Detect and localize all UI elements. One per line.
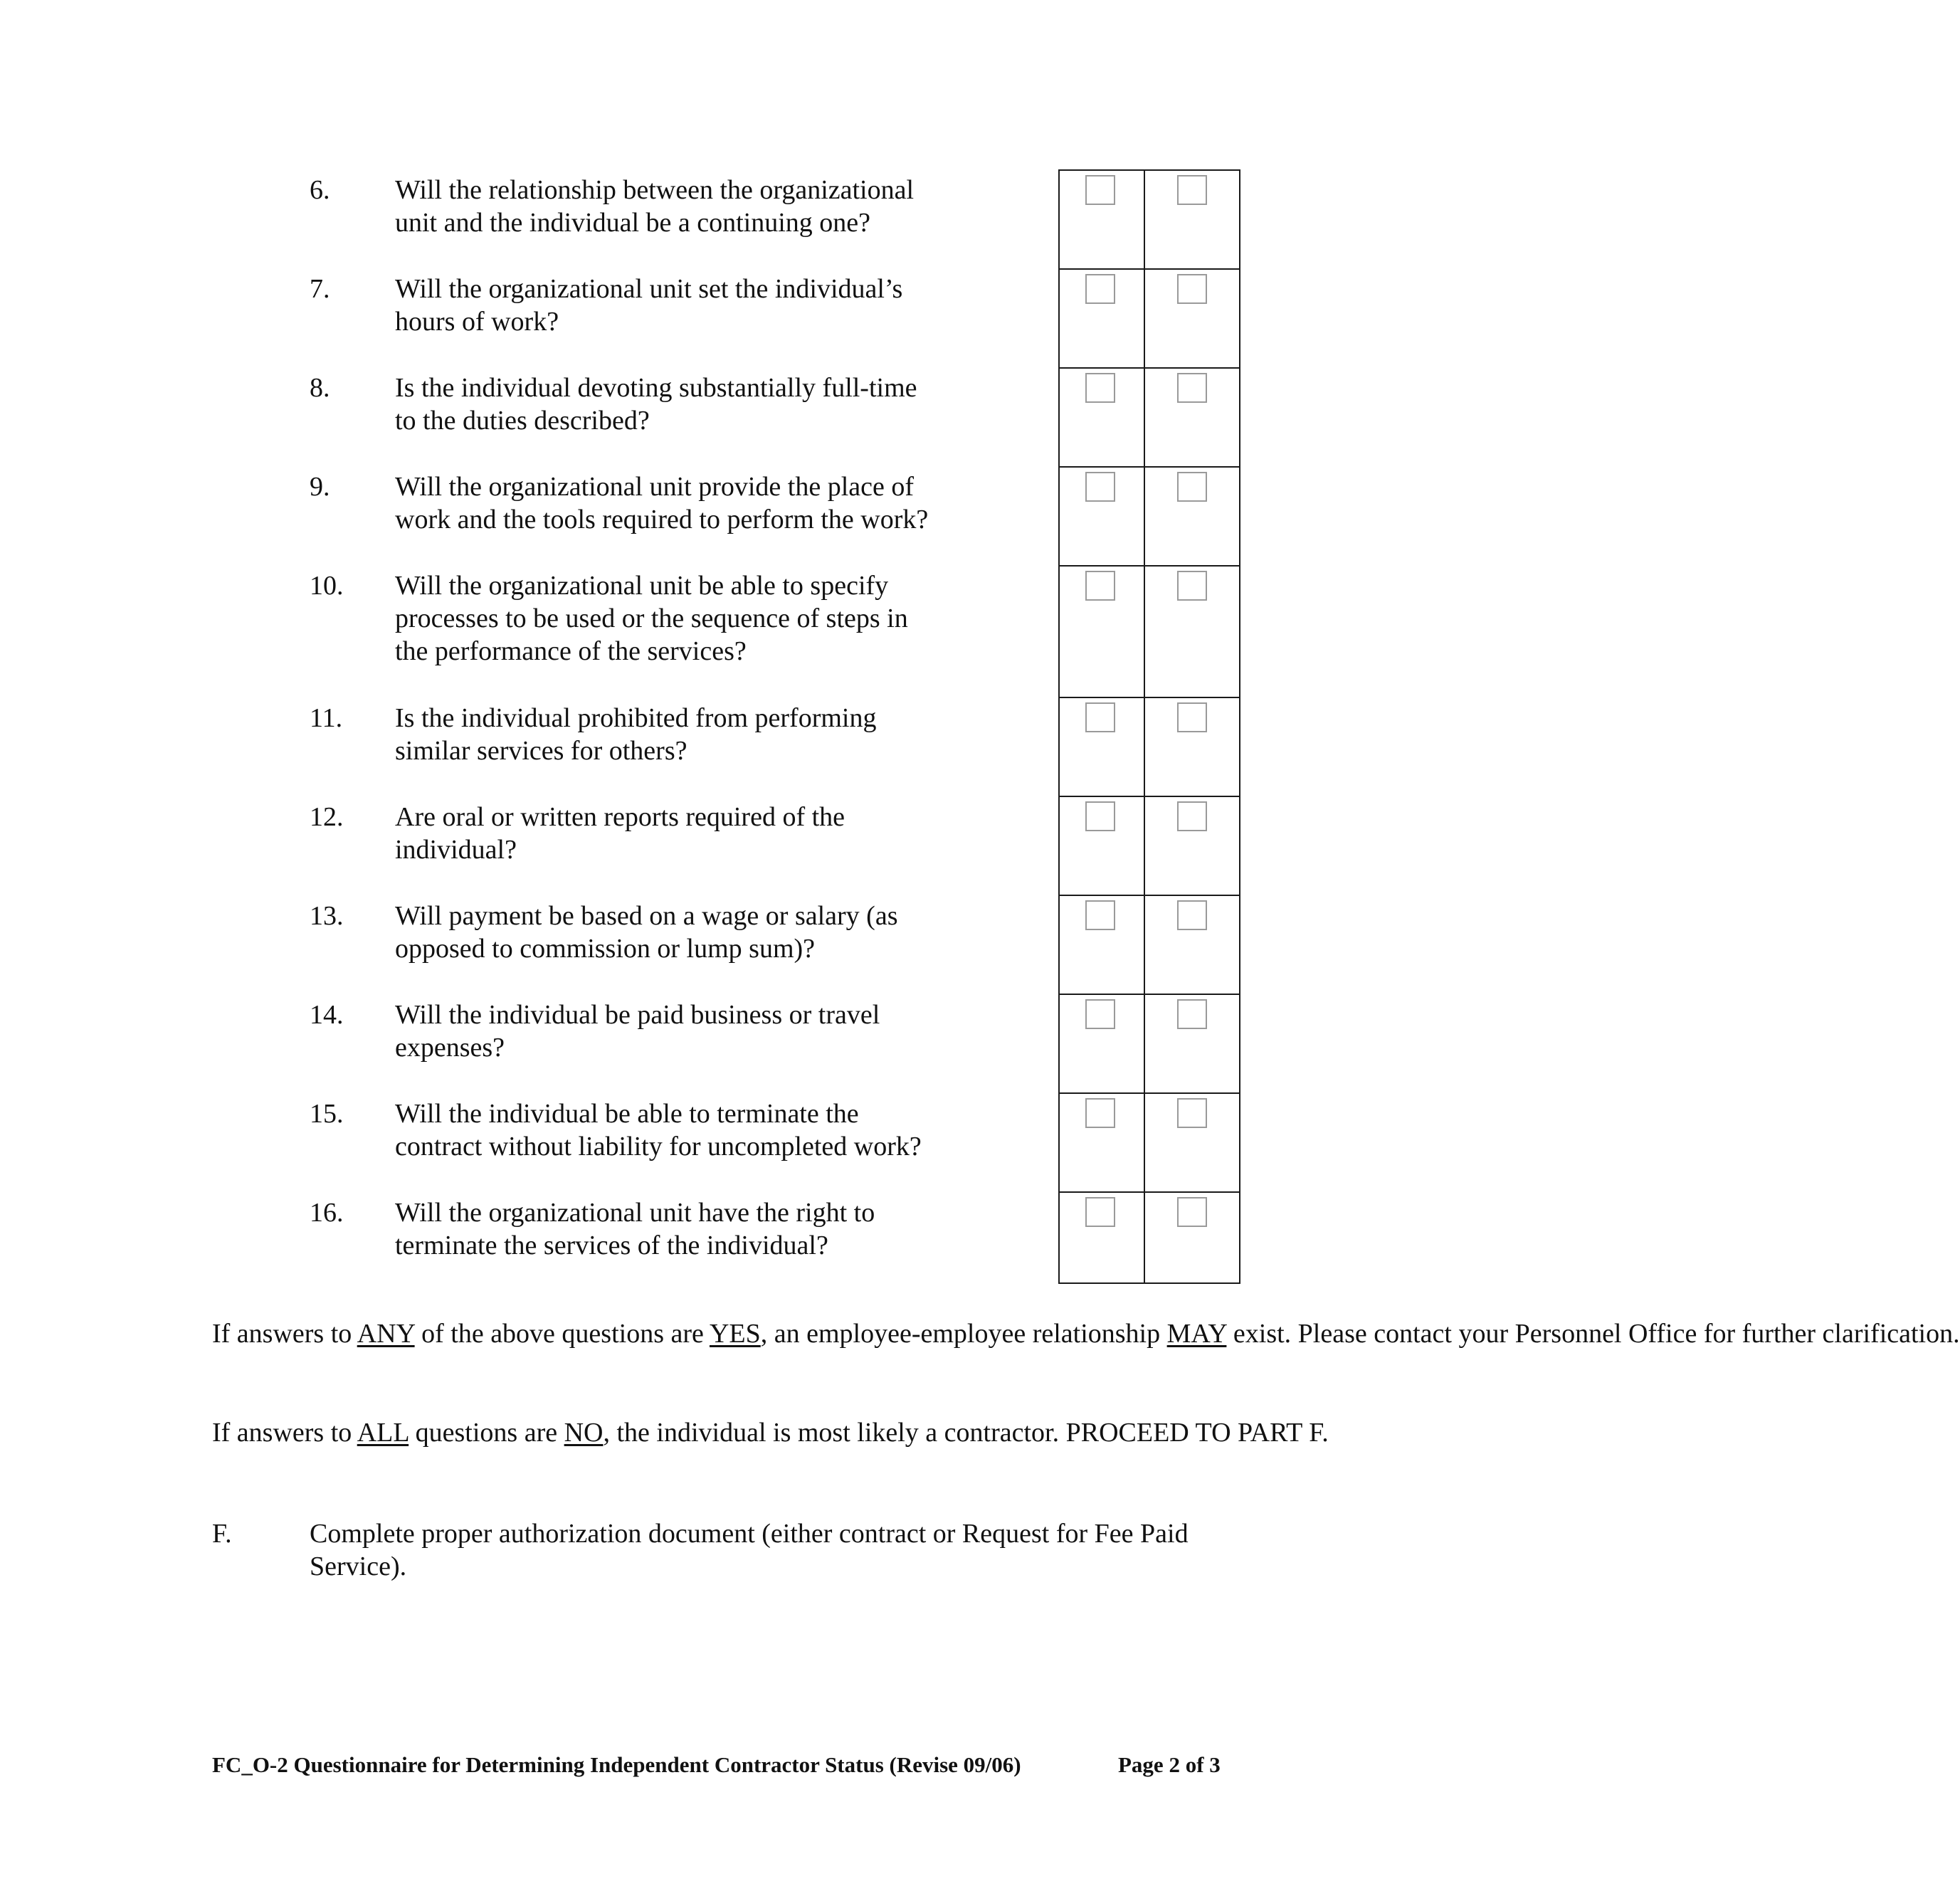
no-checkbox[interactable]	[1177, 274, 1207, 304]
text-run: questions are	[409, 1418, 564, 1448]
question-text	[395, 900, 1036, 965]
yes-checkbox[interactable]	[1085, 175, 1115, 205]
question-text-line: Will payment be based on a wage or salary (as	[395, 901, 898, 931]
question-text-line: the performance of the services?	[395, 636, 747, 666]
no-checkbox[interactable]	[1177, 472, 1207, 502]
any-yes-notice-line-2	[1167, 1319, 1960, 1349]
answer-row	[1060, 567, 1239, 698]
proceed-instruction: PROCEED TO PART F.	[1065, 1418, 1329, 1448]
question-number: 12.	[310, 802, 344, 832]
text-run: exist. Please contact your Personnel Office for further clarification.	[1226, 1319, 1960, 1349]
question-text-line: Will the organizational unit provide the place of	[395, 472, 915, 502]
question-text-line: unit and the individual be a continuing one?	[395, 208, 871, 238]
text-run: , an employee-employee relationship	[760, 1319, 1161, 1349]
text-run: If answers to	[212, 1319, 357, 1349]
answer-row	[1060, 1193, 1239, 1282]
question-text-line: to the duties described?	[395, 406, 650, 436]
emphasis-all: ALL	[357, 1418, 409, 1448]
answer-row	[1060, 171, 1239, 270]
question-text-line: Will the individual be paid business or travel	[395, 1000, 880, 1030]
question-text	[395, 470, 1036, 536]
part-f-letter: F.	[212, 1519, 232, 1549]
no-checkbox[interactable]	[1177, 801, 1207, 831]
question-number: 11.	[310, 703, 343, 733]
question-text	[395, 273, 1036, 338]
yes-checkbox[interactable]	[1085, 373, 1115, 403]
question-number: 7.	[310, 274, 330, 304]
emphasis-no: NO	[564, 1418, 604, 1448]
yes-checkbox[interactable]	[1085, 472, 1115, 502]
question-number: 10.	[310, 571, 344, 601]
question-text	[395, 702, 1036, 767]
question-text-line: terminate the services of the individual?	[395, 1231, 828, 1260]
text-run: If answers to	[212, 1418, 357, 1448]
answer-row	[1060, 995, 1239, 1094]
all-no-notice-line-1	[212, 1418, 1059, 1448]
question-number: 16.	[310, 1198, 344, 1228]
no-checkbox[interactable]	[1177, 900, 1207, 930]
no-checkbox[interactable]	[1177, 702, 1207, 732]
question-text-line: Will the organizational unit set the individual’s	[395, 274, 903, 304]
no-checkbox[interactable]	[1177, 999, 1207, 1029]
no-checkbox[interactable]	[1177, 373, 1207, 403]
yes-checkbox[interactable]	[1085, 274, 1115, 304]
yes-checkbox[interactable]	[1085, 1197, 1115, 1227]
any-yes-notice-line-1	[212, 1319, 1160, 1349]
yes-checkbox[interactable]	[1085, 801, 1115, 831]
part-f-text	[310, 1517, 1189, 1583]
yes-checkbox[interactable]	[1085, 571, 1115, 601]
footer-form-title: FC_O-2 Questionnaire for Determining Independent Contractor Status (Revise 09/06)	[212, 1752, 1021, 1777]
no-checkbox[interactable]	[1177, 571, 1207, 601]
answer-row	[1060, 698, 1239, 797]
question-text-line: individual?	[395, 835, 517, 865]
yes-checkbox[interactable]	[1085, 702, 1115, 732]
question-text-line: similar services for others?	[395, 736, 687, 766]
answer-row	[1060, 468, 1239, 567]
question-text	[395, 569, 1036, 668]
question-text	[395, 801, 1036, 866]
all-no-notice	[212, 1416, 1329, 1449]
text-run: , the individual is most likely a contractor.	[603, 1418, 1060, 1448]
no-checkbox[interactable]	[1177, 1098, 1207, 1128]
no-checkbox[interactable]	[1177, 175, 1207, 205]
any-yes-notice	[212, 1317, 1960, 1350]
footer-page-number: Page 2 of 3	[1118, 1752, 1221, 1777]
text-run: of the above questions are	[414, 1319, 710, 1349]
question-text	[395, 1097, 1036, 1163]
question-text-line: Will the organizational unit have the right to	[395, 1198, 875, 1228]
question-text	[395, 999, 1036, 1064]
no-checkbox[interactable]	[1177, 1197, 1207, 1227]
yes-checkbox[interactable]	[1085, 1098, 1115, 1128]
emphasis-may: MAY	[1166, 1319, 1227, 1349]
answer-row	[1060, 270, 1239, 369]
question-number: 8.	[310, 373, 330, 403]
question-text-line: hours of work?	[395, 307, 559, 337]
question-number: 6.	[310, 175, 330, 205]
answer-row	[1060, 797, 1239, 896]
question-text	[395, 1196, 1036, 1262]
question-text-line: Is the individual devoting substantially full-time	[395, 373, 917, 403]
question-text-line: opposed to commission or lump sum)?	[395, 934, 816, 964]
part-f-line-2: Service).	[310, 1552, 407, 1581]
question-text-line: work and the tools required to perform the work?	[395, 505, 929, 534]
question-text	[395, 174, 1036, 239]
question-number: 13.	[310, 901, 344, 931]
emphasis-yes: YES	[709, 1319, 761, 1349]
question-text-line: Are oral or written reports required of the	[395, 802, 845, 832]
emphasis-any: ANY	[357, 1319, 415, 1349]
yes-checkbox[interactable]	[1085, 999, 1115, 1029]
question-number: 14.	[310, 1000, 344, 1030]
question-text	[395, 372, 1036, 437]
answer-row	[1060, 369, 1239, 468]
answer-row	[1060, 1094, 1239, 1193]
question-text-line: Is the individual prohibited from performing	[395, 703, 877, 733]
question-text-line: processes to be used or the sequence of steps in	[395, 604, 908, 633]
answer-grid	[1058, 169, 1240, 1284]
question-number: 9.	[310, 472, 330, 502]
part-f-line-1: Complete proper authorization document (either contract or Request for Fee Paid	[310, 1519, 1189, 1549]
question-number: 15.	[310, 1099, 344, 1129]
question-text-line: Will the relationship between the organizational	[395, 175, 915, 205]
answer-row	[1060, 896, 1239, 995]
question-text-line: Will the individual be able to terminate the	[395, 1099, 859, 1129]
question-text-line: contract without liability for uncompleted work?	[395, 1132, 922, 1161]
yes-checkbox[interactable]	[1085, 900, 1115, 930]
question-text-line: expenses?	[395, 1033, 505, 1063]
question-text-line: Will the organizational unit be able to specify	[395, 571, 889, 601]
